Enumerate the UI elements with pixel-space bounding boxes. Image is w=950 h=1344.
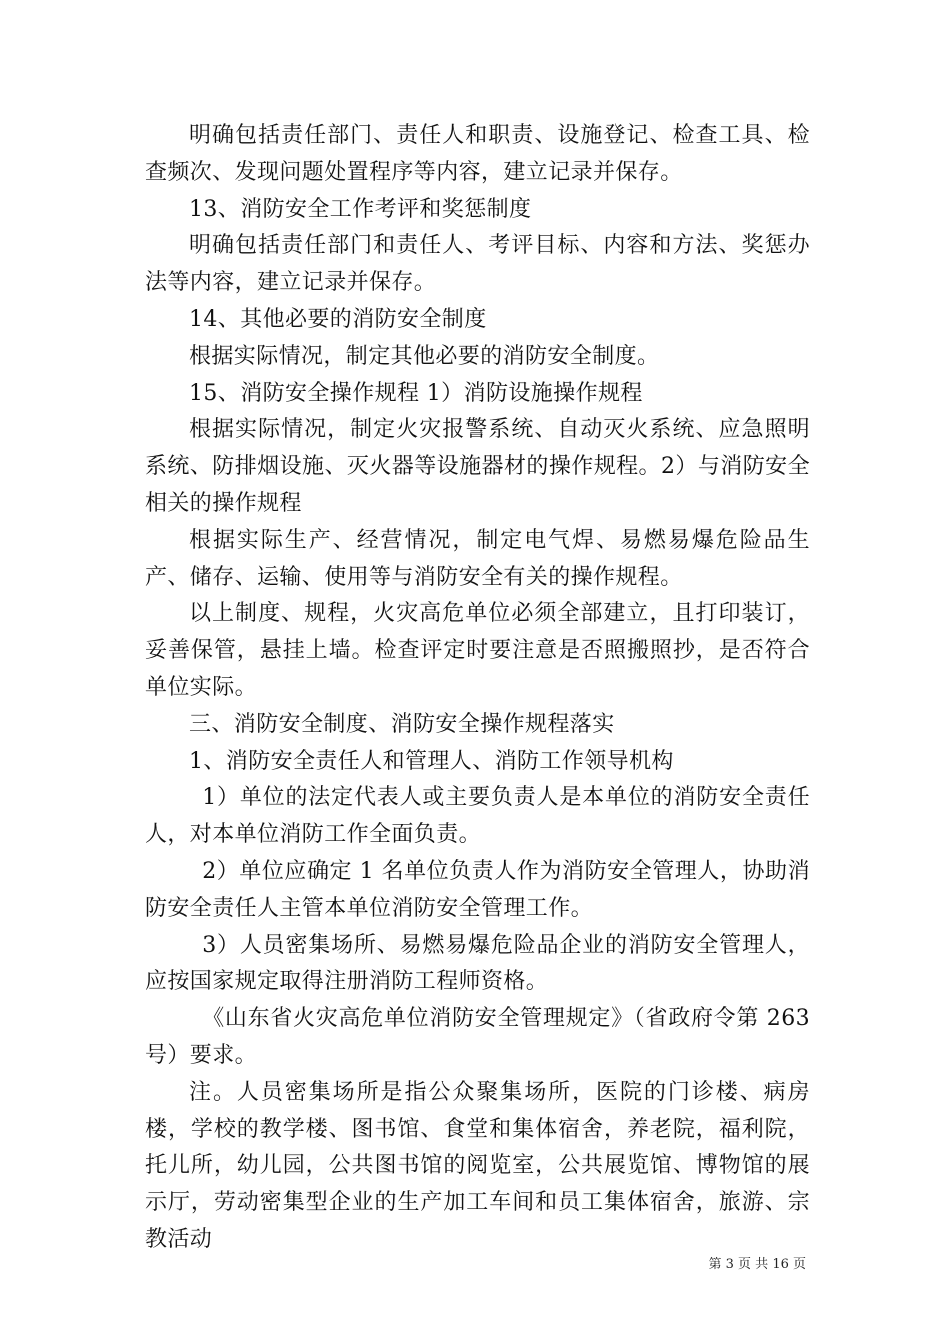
section-heading: 三、消防安全制度、消防安全操作规程落实 [189,711,615,737]
paragraph: 以上制度、规程，火灾高危单位必须全部建立，且打印装订，妥善保管，悬挂上墙。检查评定时要注意是否照搬照抄，是否符合单位实际。 [145,601,810,700]
paragraph: 根据实际情况，制定火灾报警系统、自动灭火系统、应急照明系统、防排烟设施、灭火器等设施器材的操作规程。2）与消防安全相关的操作规程 [145,417,810,516]
document-body [145,118,810,1259]
paragraph: 根据实际生产、经营情况，制定电气焊、易燃易爆危险品生产、储存、运输、使用等与消防安全有关的操作规程。 [145,527,810,590]
page-number-footer: 第 3 页 共 16 页 [708,1257,806,1272]
list-item: 2）单位应确定 1 名单位负责人作为消防安全管理人，协助消防安全责任人主管本单位消防安全管理工作。 [145,858,810,921]
section-heading: 14、其他必要的消防安全制度 [189,306,487,332]
note-paragraph: 注。人员密集场所是指公众聚集场所，医院的门诊楼、病房楼，学校的教学楼、图书馆、食堂和集体宿舍，养老院，福利院，托儿所，幼儿园，公共图书馆的阅览室，公共展览馆、博物馆的展示厅，劳动密集型企业的生产加工车间和员工集体宿舍，旅游、宗教活动 [145,1079,810,1252]
section-heading: 13、消防安全工作考评和奖惩制度 [189,196,532,222]
regulation-reference: 《山东省火灾高危单位消防安全管理规定》（省政府令第 263 号）要求。 [145,1006,810,1068]
paragraph: 明确包括责任部门、责任人和职责、设施登记、检查工具、检查频次、发现问题处置程序等内容，建立记录并保存。 [145,123,810,185]
list-item: 3）人员密集场所、易燃易爆危险品企业的消防安全管理人，应按国家规定取得注册消防工程师资格。 [145,932,810,995]
paragraph: 明确包括责任部门和责任人、考评目标、内容和方法、奖惩办法等内容，建立记录并保存。 [145,233,810,296]
paragraph: 根据实际情况，制定其他必要的消防安全制度。 [189,343,660,369]
section-heading: 1、消防安全责任人和管理人、消防工作领导机构 [189,748,674,774]
list-item: 1）单位的法定代表人或主要负责人是本单位的消防安全责任人，对本单位消防工作全面负责。 [145,785,810,848]
section-heading: 15、消防安全操作规程 1）消防设施操作规程 [189,380,643,406]
